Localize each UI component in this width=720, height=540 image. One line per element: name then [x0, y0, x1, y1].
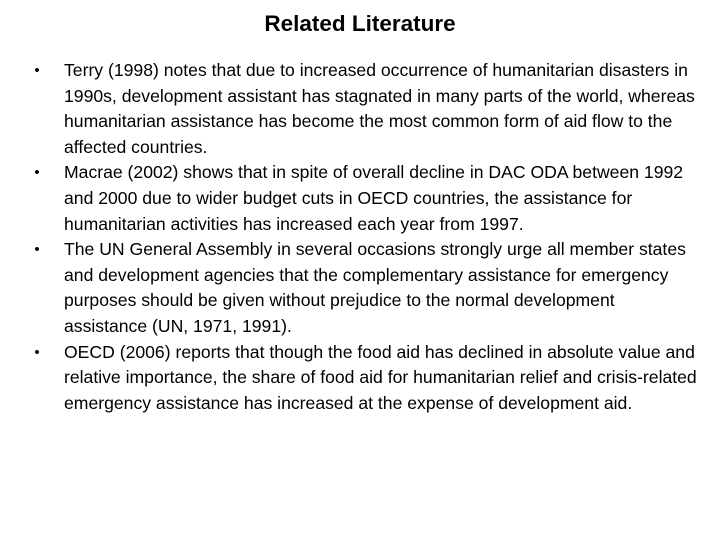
bullet-icon: • — [34, 62, 40, 79]
list-item — [30, 237, 700, 339]
slide-title: Related Literature — [264, 11, 456, 36]
list-item — [30, 58, 700, 160]
bullet-icon: • — [34, 241, 40, 259]
bullet-text: Macrae (2002) shows that in spite of overall decline in DAC ODA between 1992 and 2000 due to wider budget cuts in OECD countries, the assistance for humanitarian activities has increased each year from 1997. — [64, 162, 684, 234]
bullet-text: Terry (1998) notes that due to increased occurrence of humanitarian disasters in 1990s, development assistant has stagnated in many parts of the world, whereas humanitarian assistance has become the most common form of aid flow to the affected countries. — [64, 60, 695, 157]
list-item — [30, 160, 700, 237]
list-item — [30, 340, 700, 417]
bullet-list — [30, 58, 700, 416]
bullet-text: OECD (2006) reports that though the food aid has declined in absolute value and relative importance, the share of food aid for humanitarian relief and crisis-related emergency assistance has increased at the expense of development aid. — [64, 341, 697, 413]
bullet-icon: • — [34, 343, 40, 361]
bullet-icon: • — [34, 164, 40, 182]
bullet-text: The UN General Assembly in several occasions strongly urge all member states and development agencies that the complementary assistance for emergency purposes should be given without prejudice to the normal development assistance (UN, 1971, 1991). — [64, 239, 686, 336]
